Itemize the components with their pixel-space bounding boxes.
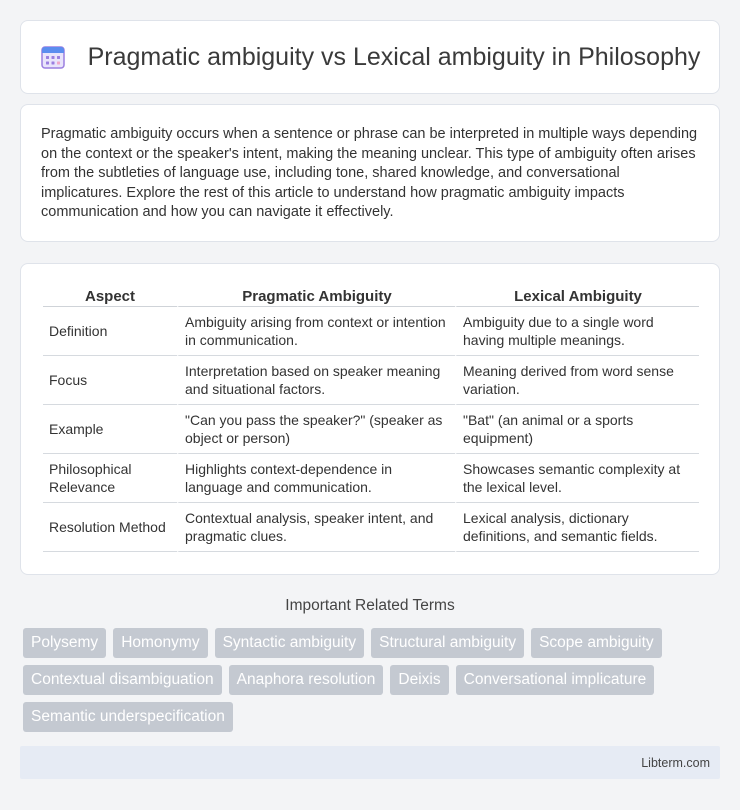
related-terms-title: Important Related Terms (285, 597, 455, 614)
cell-aspect: Resolution Method (43, 503, 177, 552)
page-title: Pragmatic ambiguity vs Lexical ambiguity in Philosophy (87, 42, 701, 71)
table-row (43, 405, 699, 454)
table-row (43, 454, 699, 503)
header-aspect: Aspect (43, 286, 177, 307)
cell-pragmatic: Interpretation based on speaker meaning and situational factors. (177, 356, 455, 405)
title-wrap (40, 43, 701, 72)
cell-pragmatic: Highlights context-dependence in language and communication. (177, 454, 455, 503)
tag-scope-ambiguity[interactable]: Scope ambiguity (531, 628, 662, 658)
table-row (43, 307, 699, 356)
tag-polysemy[interactable]: Polysemy (23, 628, 106, 658)
cell-aspect: Definition (43, 307, 177, 356)
cell-lexical: Showcases semantic complexity at the lexical level. (455, 454, 699, 503)
cell-aspect: Example (43, 405, 177, 454)
tag-contextual-disambiguation[interactable]: Contextual disambiguation (23, 665, 222, 695)
footer (20, 746, 720, 779)
tag-syntactic-ambiguity[interactable]: Syntactic ambiguity (215, 628, 365, 658)
tag-structural-ambiguity[interactable]: Structural ambiguity (371, 628, 524, 658)
comparison-table (43, 286, 699, 552)
tag-conversational-implicature[interactable]: Conversational implicature (456, 665, 655, 695)
related-terms-list (23, 628, 713, 732)
calendar-icon (40, 44, 66, 70)
intro-card (20, 104, 720, 242)
tag-anaphora-resolution[interactable]: Anaphora resolution (229, 665, 384, 695)
cell-pragmatic: Contextual analysis, speaker intent, and pragmatic clues. (177, 503, 455, 552)
cell-lexical: Ambiguity due to a single word having multiple meanings. (455, 307, 699, 356)
cell-lexical: Meaning derived from word sense variation. (455, 356, 699, 405)
cell-aspect: Philosophical Relevance (43, 454, 177, 503)
table-row (43, 356, 699, 405)
footer-site-link[interactable]: Libterm.com (641, 755, 710, 770)
tag-homonymy[interactable]: Homonymy (113, 628, 207, 658)
tag-semantic-underspecification[interactable]: Semantic underspecification (23, 702, 233, 732)
tag-deixis[interactable]: Deixis (390, 665, 448, 695)
intro-paragraph: Pragmatic ambiguity occurs when a sentence or phrase can be interpreted in multiple ways depending on the context or the speaker's intent, making the meaning unclear. This type of ambiguity often arises from the subtleties of language use, including tone, shared knowledge, and conversational implicatures. Explore the rest of this article to understand how pragmatic ambiguity impacts communication and how you can navigate it effectively. (41, 126, 698, 220)
table-row (43, 503, 699, 552)
cell-pragmatic: Ambiguity arising from context or intention in communication. (177, 307, 455, 356)
table-header-row (43, 286, 699, 307)
comparison-card (20, 263, 720, 575)
cell-aspect: Focus (43, 356, 177, 405)
header-pragmatic: Pragmatic Ambiguity (177, 286, 455, 307)
cell-lexical: Lexical analysis, dictionary definitions, and semantic fields. (455, 503, 699, 552)
header-card (20, 20, 720, 94)
cell-pragmatic: "Can you pass the speaker?" (speaker as object or person) (177, 405, 455, 454)
cell-lexical: "Bat" (an animal or a sports equipment) (455, 405, 699, 454)
header-lexical: Lexical Ambiguity (455, 286, 699, 307)
